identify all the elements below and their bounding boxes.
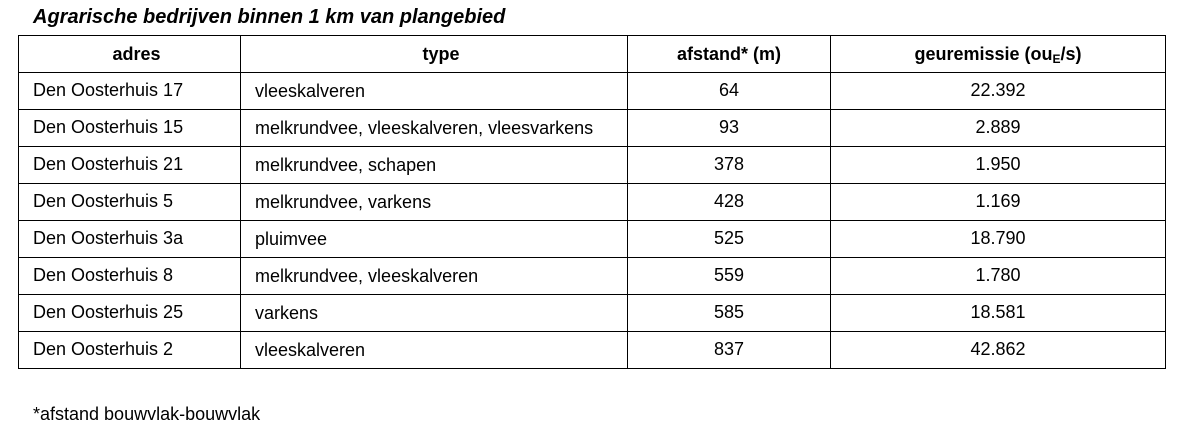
- header-geuremissie-subscript: E: [1052, 52, 1061, 66]
- footnote: *afstand bouwvlak-bouwvlak: [33, 404, 261, 424]
- cell-adres: Den Oosterhuis 5: [19, 184, 241, 221]
- header-afstand: afstand* (m): [628, 36, 831, 73]
- cell-geuremissie: 2.889: [831, 110, 1166, 147]
- cell-type: pluimvee: [241, 221, 628, 258]
- cell-adres: Den Oosterhuis 3a: [19, 221, 241, 258]
- cell-afstand: 428: [628, 184, 831, 221]
- cell-adres: Den Oosterhuis 25: [19, 295, 241, 332]
- cell-type: melkrundvee, schapen: [241, 147, 628, 184]
- cell-geuremissie: 1.950: [831, 147, 1166, 184]
- header-geuremissie: [831, 36, 1166, 73]
- cell-type: vleeskalveren: [241, 332, 628, 369]
- cell-type: melkrundvee, varkens: [241, 184, 628, 221]
- table-row: [19, 110, 1166, 147]
- cell-geuremissie: 1.169: [831, 184, 1166, 221]
- cell-type: varkens: [241, 295, 628, 332]
- cell-adres: Den Oosterhuis 17: [19, 73, 241, 110]
- cell-geuremissie: 18.581: [831, 295, 1166, 332]
- table-row: [19, 184, 1166, 221]
- agricultural-companies-table: [18, 35, 1166, 369]
- cell-afstand: 559: [628, 258, 831, 295]
- header-type: type: [241, 36, 628, 73]
- table-body: [19, 73, 1166, 369]
- cell-geuremissie: 42.862: [831, 332, 1166, 369]
- cell-adres: Den Oosterhuis 2: [19, 332, 241, 369]
- table-header-row: [19, 36, 1166, 73]
- table-row: [19, 73, 1166, 110]
- cell-afstand: 64: [628, 73, 831, 110]
- cell-afstand: 585: [628, 295, 831, 332]
- cell-type: melkrundvee, vleeskalveren, vleesvarkens: [241, 110, 628, 147]
- table-row: [19, 147, 1166, 184]
- table-row: [19, 258, 1166, 295]
- table-title: Agrarische bedrijven binnen 1 km van plangebied: [33, 6, 506, 28]
- cell-geuremissie: 1.780: [831, 258, 1166, 295]
- cell-afstand: 378: [628, 147, 831, 184]
- table-row: [19, 295, 1166, 332]
- cell-afstand: 525: [628, 221, 831, 258]
- cell-type: melkrundvee, vleeskalveren: [241, 258, 628, 295]
- header-geuremissie-suffix: /s): [1060, 44, 1082, 64]
- header-geuremissie-prefix: geuremissie (ou: [914, 44, 1053, 64]
- cell-type: vleeskalveren: [241, 73, 628, 110]
- table-row: [19, 221, 1166, 258]
- cell-adres: Den Oosterhuis 15: [19, 110, 241, 147]
- table-row: [19, 332, 1166, 369]
- cell-geuremissie: 22.392: [831, 73, 1166, 110]
- cell-adres: Den Oosterhuis 8: [19, 258, 241, 295]
- cell-afstand: 93: [628, 110, 831, 147]
- cell-geuremissie: 18.790: [831, 221, 1166, 258]
- cell-adres: Den Oosterhuis 21: [19, 147, 241, 184]
- cell-afstand: 837: [628, 332, 831, 369]
- header-adres: adres: [19, 36, 241, 73]
